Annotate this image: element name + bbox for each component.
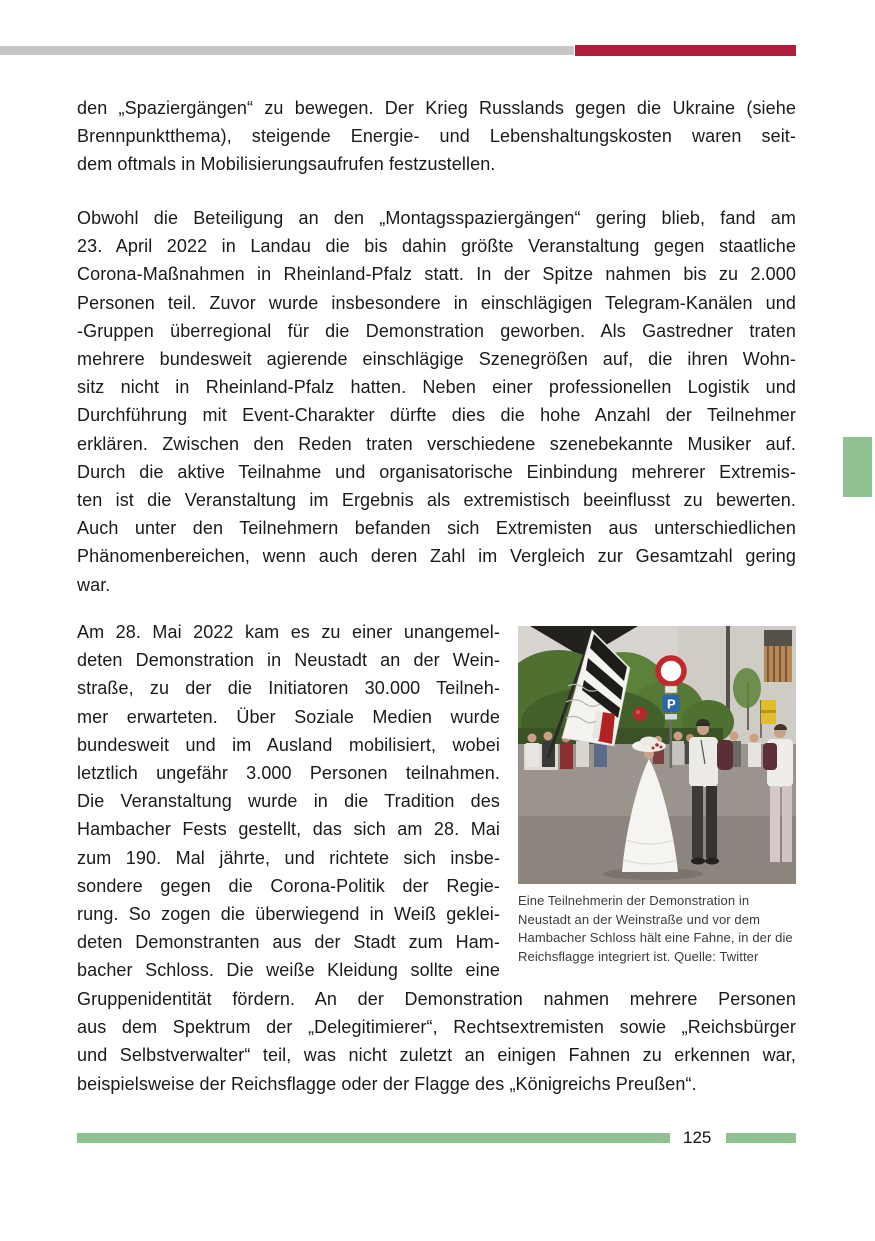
demonstration-photo [518,626,796,884]
text-line: Corona-Maßnahmen in Rheinland-Pfalz statt. In der Spitze nahmen bis zu 2.000 [77,264,796,285]
figure-caption [518,892,796,966]
parking-sign-icon [663,695,680,720]
footer-rule-short [726,1133,796,1143]
text-line: Neustadt an der Weinstraße und vor dem [518,911,761,927]
text-line: Brennpunktthema), steigende Energie- und Lebenshaltungskosten waren seit- [77,126,796,147]
text-line: straße, zu der die Initiatoren 30.000 Teilneh- [77,678,500,699]
text-line: sondere gegen die Corona-Politik der Regie- [77,875,500,896]
header-bar-gray [0,46,574,55]
text-line: mer erwarteten. Über Soziale Medien wurde [77,706,500,727]
no-entry-sign-icon [658,658,684,684]
text-line: bundesweit und im Ausland mobilisiert, wobei [77,734,500,755]
paragraph-3-full-width [77,985,796,1098]
text-line: zum 190. Mal jährte, und richtete sich insbe- [77,847,500,868]
text-line: -Gruppen überregional für die Demonstration geworben. Als Gastredner traten [77,320,796,341]
text-line: erklären. Zwischen den Reden traten verschiedene szenebekannte Musiker auf. [77,433,796,454]
footer-rule-long [77,1133,670,1143]
text-line: und Selbstverwalter“ teil, was nicht zuletzt an einigen Fahnen zu erkennen war, [77,1045,796,1066]
text-line: Personen teil. Zuvor wurde insbesondere in einschlägigen Telegram-Kanälen und [77,292,796,313]
text-line: war. [77,574,111,595]
text-line: Durchführung mit Event-Charakter dürfte dies die hohe Anzahl der Teilnehmer [77,405,796,426]
page-footer [77,1126,796,1150]
text-line: rung. So zogen die überwiegend in Weiß geklei- [77,904,500,925]
paragraph-3-narrow-column [77,618,500,985]
text-line: Am 28. Mai 2022 kam es zu einer unangemel- [77,622,500,642]
page-number: 125 [683,1128,712,1147]
chapter-side-tab [843,437,872,497]
text-line: mehrere bundesweit agierende einschlägige Szenegrößen auf, die ihren Wohn- [77,349,796,370]
text-line: Auch unter den Teilnehmern befanden sich Extremisten aus unterschiedlichen [77,518,796,539]
text-line: den „Spaziergängen“ zu bewegen. Der Krieg Russlands gegen die Ukraine (siehe [77,98,796,118]
paragraph-3-with-figure [77,618,796,985]
text-line: Phänomenbereichen, wenn auch deren Zahl im Vergleich zur Gesamtzahl gering [77,546,796,567]
figure-block [518,626,796,985]
text-line: sitz nicht in Rheinland-Pfalz hatten. Neben einer professionellen Logistik und [77,377,796,398]
text-line: dem oftmals in Mobilisierungsaufrufen festzustellen. [77,154,496,175]
text-line: Hambacher Fests gestellt, das sich am 28. Mai [77,819,500,840]
text-line: Die Veranstaltung wurde in die Tradition des [77,791,500,812]
text-line: 23. April 2022 in Landau die bis dahin größte Veranstaltung gegen staatliche [77,236,796,257]
text-line: beispielsweise der Reichsflagge oder der Flagge des „Königreichs Preußen“. [77,1073,697,1094]
paragraph-2 [77,204,796,599]
paragraph-1 [77,94,796,179]
header-bar-red [575,45,796,56]
text-line: bacher Schloss. Die weiße Kleidung sollte eine [77,960,500,981]
text-line: deten Demonstranten aus der Stadt zum Ham- [77,932,500,953]
text-line: letztlich ungefähr 3.000 Personen teilnahmen. [77,763,500,784]
text-line: Obwohl die Beteiligung an den „Montagsspaziergängen“ gering blieb, fand am [77,208,796,228]
text-line: Durch die aktive Teilnahme und organisatorische Einbindung mehrerer Extremis- [77,461,796,482]
text-line: Hambacher Schloss hält eine Fahne, in der die [518,930,793,945]
text-line: Gruppenidentität fördern. An der Demonstration nahmen mehrere Personen [77,989,796,1009]
text-line: deten Demonstration in Neustadt an der Wein- [77,650,500,671]
text-line: aus dem Spektrum der „Delegitimierer“, Rechtsextremisten sowie „Reichsbürger [77,1017,796,1038]
svg-text:P: P [667,696,676,712]
text-line: Reichsflagge integriert ist. Quelle: Twitter [518,948,759,964]
red-balloon [633,707,647,721]
text-line: Eine Teilnehmerin der Demonstration in [518,893,750,908]
text-line: ten ist die Veranstaltung im Ergebnis als extremistisch beeinflusst zu bewerten. [77,490,796,511]
